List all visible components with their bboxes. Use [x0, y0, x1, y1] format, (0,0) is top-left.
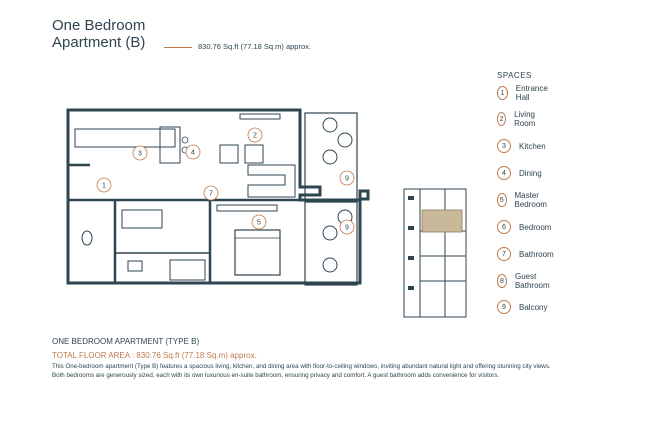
title-line-2: Apartment (B)	[52, 34, 146, 51]
legend-number: 6	[497, 220, 511, 234]
balcony-chair	[323, 118, 337, 132]
marker-balcony: 9	[345, 175, 349, 183]
key-plan-detail	[408, 256, 414, 260]
legend-item	[497, 218, 551, 236]
balcony-chair	[323, 226, 337, 240]
outer-wall	[68, 110, 368, 283]
legend-label: Entrance Hall	[515, 84, 548, 102]
living-table	[245, 145, 263, 163]
area-summary: 830.76 Sq.ft (77.18 Sq.m) approx.	[198, 42, 311, 51]
marker-living: 2	[253, 132, 257, 140]
legend-label: Living Room	[514, 110, 536, 128]
legend-number: 4	[497, 166, 511, 180]
legend-item	[497, 137, 546, 155]
legend-label: Bathroom	[519, 249, 554, 259]
legend-item	[497, 191, 551, 209]
marker-bathroom: 7	[209, 190, 213, 198]
legend-item	[497, 298, 547, 316]
key-plan-highlight	[422, 210, 462, 232]
wardrobe	[217, 205, 277, 211]
marker-kitchen: 3	[138, 150, 142, 158]
legend-label: Kitchen	[519, 141, 546, 151]
legend-item	[497, 84, 551, 102]
balcony-chair	[323, 258, 337, 272]
page-title	[52, 17, 145, 51]
key-plan	[400, 186, 472, 320]
sofa	[248, 165, 295, 197]
key-plan-outline	[404, 189, 466, 317]
key-plan-detail	[408, 286, 414, 290]
armchair	[220, 145, 238, 163]
dining-chair	[182, 137, 188, 143]
marker-balcony: 9	[345, 224, 349, 232]
legend-item	[497, 110, 540, 128]
legend-label: Dining	[519, 168, 542, 178]
basin	[128, 261, 142, 271]
kitchen-island	[160, 127, 180, 163]
legend-number: 8	[497, 274, 507, 288]
description-body: This One-bedroom apartment (Type B) features a spacious living, kitchen, and dining area with floor-to-ceiling windows, inviting abundant natural light and offering stunning city views. Both bedrooms are generously sized, each with its own luxurious en-suite bathroom, ensuring privacy and comfort. A guest bathroom adds convenience for visitors.	[52, 363, 551, 379]
area-divider	[164, 47, 192, 48]
legend-number: 1	[497, 86, 508, 100]
description-title: ONE BEDROOM APARTMENT (TYPE B)	[52, 337, 200, 346]
bathtub	[122, 210, 162, 228]
balcony-chair	[323, 150, 337, 164]
legend-number: 2	[497, 112, 506, 126]
legend-label: Balcony	[519, 302, 548, 312]
legend-item	[497, 272, 554, 290]
legend-number: 9	[497, 300, 511, 314]
legend-label: Master Bedroom	[514, 191, 547, 209]
spaces-heading: SPACES	[497, 71, 532, 80]
bed	[235, 230, 280, 275]
marker-dining: 4	[191, 149, 195, 157]
marker-entrance: 1	[102, 182, 106, 190]
tv-unit	[240, 114, 280, 119]
legend-label: Guest Bathroom	[514, 272, 550, 290]
legend-number: 5	[497, 193, 507, 207]
legend-number: 3	[497, 139, 511, 153]
legend-item	[497, 164, 542, 182]
key-plan-detail	[408, 196, 414, 200]
description-area: TOTAL FLOOR AREA : 830.76 Sq.ft (77.18 Sq.m) approx.	[52, 351, 257, 360]
toilet	[82, 231, 92, 245]
legend-label: Bedroom	[519, 222, 552, 232]
floor-plan	[60, 105, 378, 290]
shower	[170, 260, 205, 280]
title-line-1: One Bedroom	[52, 17, 146, 34]
balcony-chair	[338, 133, 352, 147]
legend-number: 7	[497, 247, 511, 261]
marker-bedroom: 5	[257, 219, 261, 227]
key-plan-detail	[408, 226, 414, 230]
legend-item	[497, 245, 554, 263]
